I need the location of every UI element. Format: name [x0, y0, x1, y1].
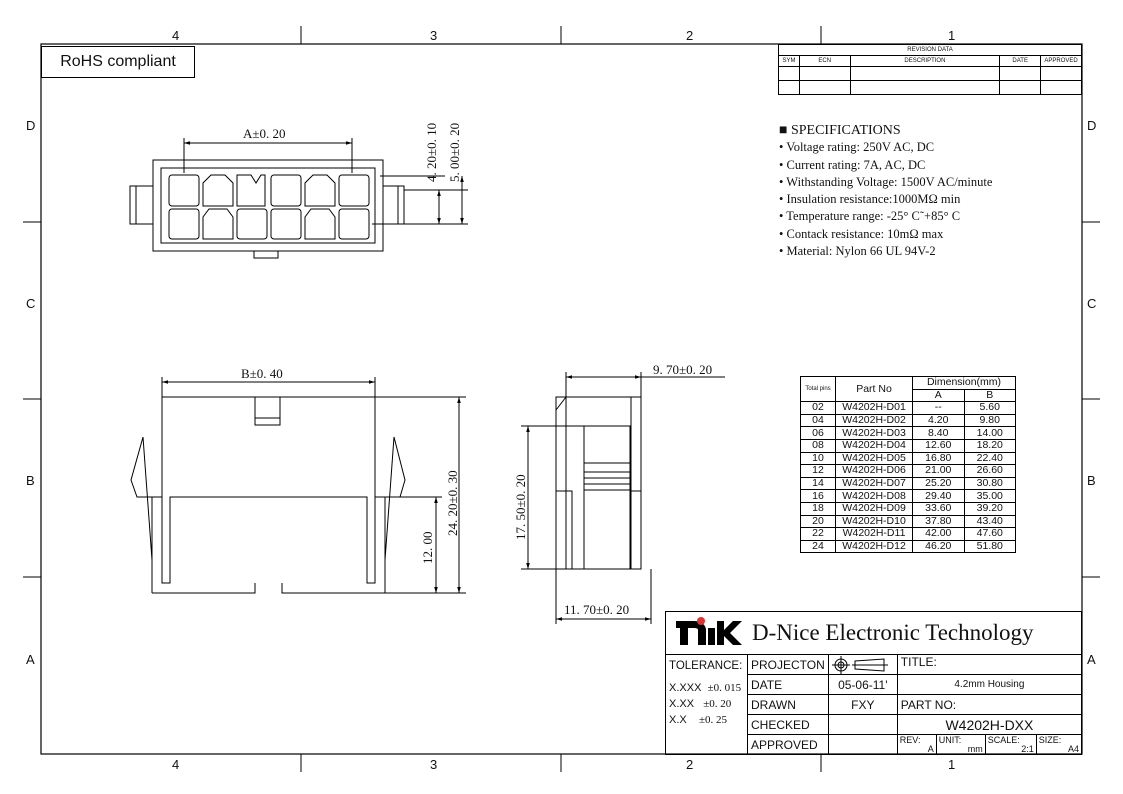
spec-item: • Withstanding Voltage: 1500V AC/minute	[779, 174, 993, 189]
spec-item: • Insulation resistance:1000MΩ min	[779, 192, 961, 207]
scale-cell	[986, 735, 1037, 754]
cell-b: 47.60	[964, 528, 1016, 541]
partno-value: W4202H-DXX	[897, 715, 1081, 735]
tol-row	[669, 712, 744, 728]
cell-part: W4202H-D01	[836, 402, 913, 415]
title-block	[665, 611, 1082, 755]
cell-b: 18.20	[964, 439, 1016, 452]
dim-a: A±0. 20	[243, 126, 286, 141]
title-value: 4.2mm Housing	[897, 675, 1081, 695]
cell-a: 46.20	[913, 540, 965, 553]
zone-bottom-2: 2	[686, 757, 694, 772]
zone-bottom-4: 4	[172, 757, 180, 772]
dim-b: B±0. 40	[241, 366, 283, 381]
zone-top-2: 2	[686, 28, 694, 43]
cell-a: 21.00	[913, 465, 965, 478]
zone-bottom-1: 1	[948, 757, 956, 772]
cell-b: 43.40	[964, 515, 1016, 528]
tol-xxx: X.XXX	[669, 682, 702, 694]
cell-a: 4.20	[913, 414, 965, 427]
col-dimension: Dimension(mm)	[913, 377, 1016, 390]
dim-width-9-70: 9. 70±0. 20	[653, 362, 713, 377]
scale-label: SCALE:	[987, 735, 1020, 745]
cell-pins: 22	[801, 528, 836, 541]
size-value: A4	[1067, 744, 1079, 754]
cell-a: --	[913, 402, 965, 415]
zone-bottom-3: 3	[430, 757, 438, 772]
cell-part: W4202H-D02	[836, 414, 913, 427]
cell-b: 26.60	[964, 465, 1016, 478]
tol-x: X.X	[669, 714, 687, 726]
spec-heading: ■ SPECIFICATIONS	[779, 123, 901, 138]
cell-pins: 04	[801, 414, 836, 427]
zone-top-4: 4	[172, 28, 180, 43]
zone-left-a: A	[26, 652, 35, 667]
rev-unit-scale-size	[897, 735, 1081, 755]
dim-height-12-00: 12. 00	[420, 531, 435, 564]
table-row	[801, 540, 1016, 553]
revision-col-approved: APPROVED	[1041, 56, 1082, 67]
unit-cell	[937, 735, 986, 754]
zone-right-a: A	[1087, 652, 1096, 667]
col-a: A	[913, 389, 965, 402]
cell-pins: 08	[801, 439, 836, 452]
date-label: DATE	[748, 675, 829, 695]
tol-xx-val: ±0. 20	[703, 698, 732, 710]
cell-b: 9.80	[964, 414, 1016, 427]
cell-pins: 18	[801, 502, 836, 515]
spec-item-text: Current rating: 7A, AC, DC	[786, 157, 926, 172]
cell-part: W4202H-D08	[836, 490, 913, 503]
drawn-value: FXY	[828, 695, 897, 715]
tolerance-label: TOLERANCE:	[669, 660, 743, 672]
spec-item-text: Material: Nylon 66 UL 94V-2	[786, 244, 936, 259]
front-view	[131, 377, 466, 593]
tol-row	[669, 696, 744, 712]
cell-b: 5.60	[964, 402, 1016, 415]
cell-part: W4202H-D12	[836, 540, 913, 553]
zone-right-d: D	[1087, 118, 1097, 133]
spec-item: • Temperature range: -25° C˜+85° C	[779, 209, 961, 224]
size-label: SIZE:	[1038, 735, 1062, 745]
table-row	[801, 452, 1016, 465]
rohs-label: RoHS compliant	[41, 46, 195, 78]
partno-label: PART NO:	[897, 695, 1081, 715]
rev-label: REV:	[899, 735, 921, 745]
side-view	[521, 372, 725, 624]
rev-value: A	[927, 744, 934, 754]
cell-a: 33.60	[913, 502, 965, 515]
cell-a: 37.80	[913, 515, 965, 528]
dim-width-11-70: 11. 70±0. 20	[564, 602, 630, 617]
table-row	[801, 528, 1016, 541]
rev-cell	[898, 735, 937, 754]
zone-right-c: C	[1087, 296, 1097, 311]
cell-part: W4202H-D09	[836, 502, 913, 515]
approved-value	[828, 735, 897, 755]
table-row	[801, 490, 1016, 503]
projection-cell	[828, 655, 897, 675]
cell-part: W4202H-D05	[836, 452, 913, 465]
tol-xxx-val: ±0. 015	[707, 682, 742, 694]
company-name: D-Nice Electronic Technology	[666, 612, 1082, 655]
unit-label: UNIT:	[938, 735, 962, 745]
table-row	[801, 402, 1016, 415]
cell-part: W4202H-D03	[836, 427, 913, 440]
spec-item-text: Contack resistance: 10mΩ max	[786, 226, 944, 241]
dim-height-17-50: 17. 50±0. 20	[513, 474, 528, 540]
spec-item: • Current rating: 7A, AC, DC	[779, 157, 926, 172]
cell-part: W4202H-D07	[836, 477, 913, 490]
cell-a: 42.00	[913, 528, 965, 541]
cell-pins: 02	[801, 402, 836, 415]
revision-table	[778, 44, 1082, 95]
spec-item: • Contack resistance: 10mΩ max	[779, 226, 944, 241]
cell-pins: 20	[801, 515, 836, 528]
cell-pins: 12	[801, 465, 836, 478]
zone-left-c: C	[26, 296, 36, 311]
cell-part: W4202H-D11	[836, 528, 913, 541]
table-row	[801, 477, 1016, 490]
cell-a: 29.40	[913, 490, 965, 503]
revision-col-sym: SYM	[779, 56, 800, 67]
zone-top-3: 3	[430, 28, 438, 43]
cell-a: 16.80	[913, 452, 965, 465]
table-row	[801, 515, 1016, 528]
cell-pins: 10	[801, 452, 836, 465]
spec-item: • Material: Nylon 66 UL 94V-2	[779, 244, 936, 259]
table-row	[801, 439, 1016, 452]
cell-part: W4202H-D06	[836, 465, 913, 478]
cell-pins: 24	[801, 540, 836, 553]
checked-value	[828, 715, 897, 735]
col-total-pins: Total pins	[801, 377, 836, 402]
spec-heading-text: SPECIFICATIONS	[790, 123, 901, 138]
unit-value: mm	[967, 744, 983, 754]
cell-a: 25.20	[913, 477, 965, 490]
spec-item-text: Withstanding Voltage: 1500V AC/minute	[786, 174, 993, 189]
revision-col-description: DESCRIPTION	[850, 56, 1000, 67]
zone-top-1: 1	[948, 28, 956, 43]
spec-item: • Voltage rating: 250V AC, DC	[779, 140, 935, 155]
tol-x-val: ±0. 25	[698, 714, 728, 726]
tol-row	[669, 680, 744, 696]
spec-item-text: Insulation resistance:1000MΩ min	[786, 192, 961, 207]
spec-item-text: Voltage rating: 250V AC, DC	[786, 140, 935, 155]
drawn-label: DRAWN	[748, 695, 829, 715]
cell-pins: 06	[801, 427, 836, 440]
dim-height-5-00: 5. 00±0. 20	[447, 122, 462, 182]
specifications	[779, 122, 992, 260]
dim-height-24-20: 24. 20±0. 30	[445, 470, 460, 536]
revision-col-date: DATE	[1000, 56, 1041, 67]
cell-b: 30.80	[964, 477, 1016, 490]
title-label: TITLE:	[897, 655, 1081, 675]
zone-left-b: B	[26, 473, 35, 488]
cell-b: 22.40	[964, 452, 1016, 465]
table-row	[801, 502, 1016, 515]
zone-left-d: D	[26, 118, 36, 133]
cell-part: W4202H-D10	[836, 515, 913, 528]
table-row	[801, 427, 1016, 440]
scale-value: 2:1	[1021, 744, 1034, 754]
cell-b: 39.20	[964, 502, 1016, 515]
cell-b: 35.00	[964, 490, 1016, 503]
tol-xx: X.XX	[669, 698, 695, 710]
cell-b: 14.00	[964, 427, 1016, 440]
dimension-table	[800, 376, 1016, 553]
revision-title: REVISION DATA	[779, 45, 1082, 56]
approved-label: APPROVED	[748, 735, 829, 755]
cell-a: 8.40	[913, 427, 965, 440]
projection-label: PROJECTON	[748, 655, 829, 675]
date-value: 05-06-11'	[828, 675, 897, 695]
cell-pins: 14	[801, 477, 836, 490]
size-cell	[1037, 735, 1081, 754]
cell-a: 12.60	[913, 439, 965, 452]
table-row	[801, 465, 1016, 478]
revision-col-ecn: ECN	[799, 56, 850, 67]
spec-item-text: Temperature range: -25° C˜+85° C	[786, 209, 961, 224]
table-row	[801, 414, 1016, 427]
top-view	[130, 138, 468, 258]
cell-part: W4202H-D04	[836, 439, 913, 452]
col-part-no: Part No	[836, 377, 913, 402]
cell-pins: 16	[801, 490, 836, 503]
col-b: B	[964, 389, 1016, 402]
zone-right-b: B	[1087, 473, 1096, 488]
tolerance-cell	[666, 655, 748, 755]
dim-height-4-20: 4. 20±0. 10	[424, 122, 439, 182]
cell-b: 51.80	[964, 540, 1016, 553]
checked-label: CHECKED	[748, 715, 829, 735]
